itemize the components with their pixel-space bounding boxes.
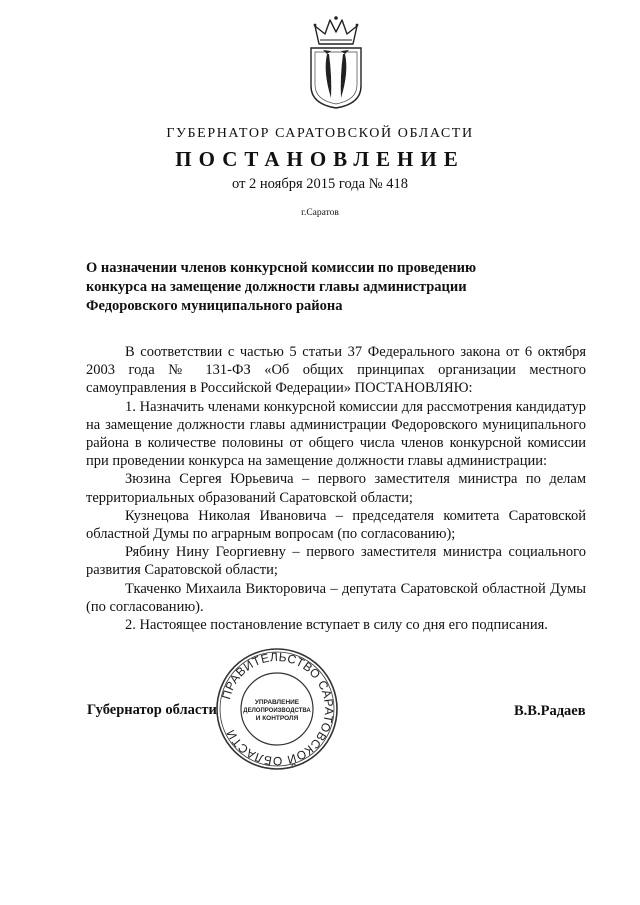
official-stamp [214, 646, 340, 772]
document-subject [86, 259, 516, 316]
document-date-number: от 2 ноября 2015 года № 418 [232, 176, 408, 192]
document-city: г.Саратов [301, 208, 339, 218]
body-paragraph: 2. Настоящее постановление вступает в силу со дня его подписания. [125, 617, 548, 634]
stamp-center-text: ДЕЛОПРОИЗВОДСТВА [243, 708, 311, 714]
body-paragraph: Кузнецова Николая Ивановича – председателя комитета Саратовской областной Думы по аграрным вопросам (по согласованию); [86, 507, 586, 543]
coat-of-arms-saratov-icon [305, 14, 367, 110]
signatory-name: В.В.Радаев [514, 703, 586, 719]
body-paragraph: 1. Назначить членами конкурсной комиссии для рассмотрения кандидатур на замещение должности главы администрации Федоровского муниципального района в количестве половины от общего числа членов конкурсной комиссии при проведении конкурса на замещение должности главы администрации: [86, 398, 586, 470]
subject-line: конкурса на замещение должности главы администрации [86, 279, 467, 295]
subject-line: О назначении членов конкурсной комиссии по проведению [86, 260, 477, 276]
issuing-authority: ГУБЕРНАТОР САРАТОВСКОЙ ОБЛАСТИ [166, 126, 474, 141]
body-paragraph: Рябину Нину Георгиевну – первого заместителя министра социального развития Саратовской области; [86, 544, 586, 579]
stamp-center-text: УПРАВЛЕНИЕ [254, 699, 300, 706]
document-body [86, 343, 586, 634]
stamp-center-text: И КОНТРОЛЯ [255, 715, 299, 722]
body-paragraph: Ткаченко Михаила Викторовича – депутата Саратовской областной Думы (по согласованию). [86, 580, 586, 615]
stamp-ring-text: ПРАВИТЕЛЬСТВО САРАТОВСКОЙ ОБЛАСТИ [219, 649, 337, 769]
document-type: ПОСТАНОВЛЕНИЕ [175, 147, 465, 171]
subject-line: Федоровского муниципального района [86, 298, 343, 314]
body-paragraph: Зюзина Сергея Юрьевича – первого заместителя министра по делам территориальных образований Саратовской области; [86, 471, 586, 506]
signatory-position: Губернатор области [87, 702, 217, 718]
body-paragraph: В соответствии с частью 5 статьи 37 Федерального закона от 6 октября 2003 года № 131-ФЗ «Об общих принципах организации местного самоуправления в Российской Федерации» ПОСТАНОВЛЯЮ: [86, 344, 586, 397]
